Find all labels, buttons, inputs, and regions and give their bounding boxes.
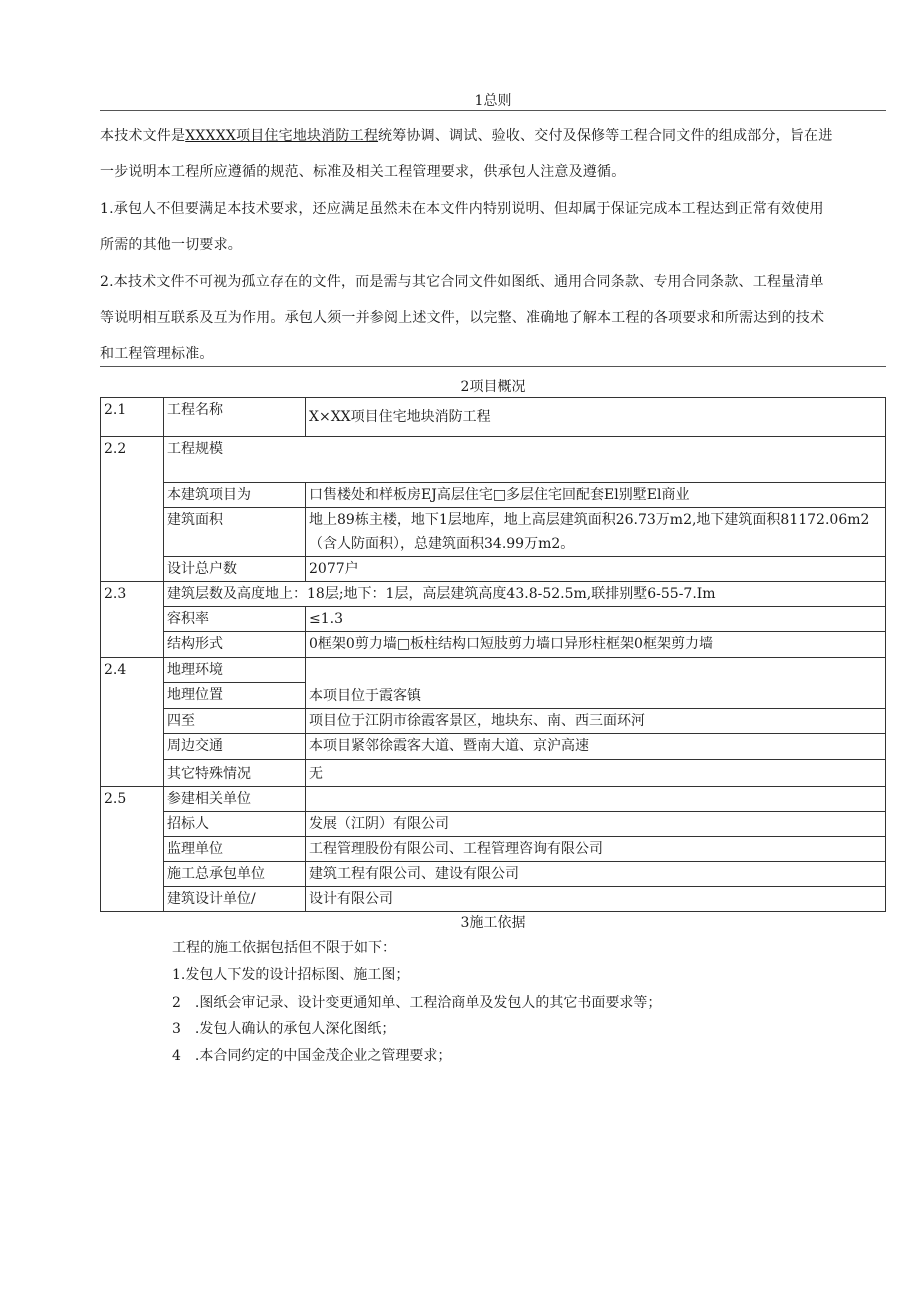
traffic-value: 本项目紧邻徐霞客大道、暨南大道、京沪高速 xyxy=(306,734,886,760)
row-number: 2.2 xyxy=(101,437,164,483)
table-row xyxy=(101,760,886,787)
section-3-title: 3施工依据 xyxy=(460,915,526,931)
basis-item-2 xyxy=(172,992,661,1012)
row-label: 结构形式 xyxy=(164,632,306,658)
row-label: 地理环境 xyxy=(164,658,306,683)
row-label: 建筑设计单位/ xyxy=(164,887,306,912)
row-label: 监理单位 xyxy=(164,837,306,862)
section-1-rule xyxy=(100,110,886,111)
row-label: 施工总承包单位 xyxy=(164,862,306,887)
row-label: 四至 xyxy=(164,709,306,734)
boundaries-value: 项目位于江阴市徐霞客景区，地块东、南、西三面环河 xyxy=(306,709,886,734)
row-label: 设计总户数 xyxy=(164,557,306,582)
basis-item-1: 1.发包人下发的设计招标图、施工图； xyxy=(172,967,410,983)
section-2-title: 2项目概况 xyxy=(460,379,526,395)
row-label: 招标人 xyxy=(164,812,306,837)
basis-item-3-number: 3 xyxy=(172,1021,181,1037)
table-row xyxy=(101,734,886,760)
table-row xyxy=(101,582,886,607)
general-contractor-value: 建筑工程有限公司、建设有限公司 xyxy=(306,862,886,887)
structure-type-value: 0框架0剪力墙□板柱结构口短肢剪力墙口异形柱框架0框架剪力墙 xyxy=(306,632,886,658)
project-name: XXXXX项目住宅地块消防工程 xyxy=(185,128,379,144)
intro-suffix: 统筹协调、调试、验收、交付及保修等工程合同文件的组成部分，旨在进 xyxy=(378,128,833,144)
section-1-item1-line2: 所需的其他一切要求。 xyxy=(100,237,242,253)
building-area-value: 地上89栋主楼，地下1层地库，地上高层建筑面积26.73万m2,地下建筑面积81172.06m2（含人防面积），总建筑面积34.99万m2。 xyxy=(306,508,886,557)
section-1-intro-line1 xyxy=(100,118,886,154)
table-row xyxy=(101,508,886,557)
location-value: 本项目位于霞客镇 xyxy=(306,658,886,709)
row-label: 参建相关单位 xyxy=(164,787,306,812)
section-1-item1-line1: 1.承包人不但要满足本技术要求，还应满足虽然未在本文件内特别说明、但却属于保证完成本工程达到正常有效使用 xyxy=(100,201,824,217)
supervisor-value: 工程管理股份有限公司、工程管理咨询有限公司 xyxy=(306,837,886,862)
row-label: 本建筑项目为 xyxy=(164,483,306,508)
row-label: 工程名称 xyxy=(164,398,306,437)
table-row xyxy=(101,709,886,734)
table-row xyxy=(101,557,886,582)
special-conditions-value: 无 xyxy=(306,760,886,787)
row-label: 地理位置 xyxy=(164,683,306,709)
row-label: 工程规模 xyxy=(164,437,886,483)
section-1-bottom-rule xyxy=(100,366,886,367)
households-value: 2077户 xyxy=(306,557,886,582)
row-number: 2.4 xyxy=(101,658,164,683)
design-unit-value: 设计有限公司 xyxy=(306,887,886,912)
basis-intro: 工程的施工依据包括但不限于如下： xyxy=(172,940,396,956)
row-number: 2.5 xyxy=(101,787,164,812)
table-row xyxy=(101,837,886,862)
intro-prefix: 本技术文件是 xyxy=(100,128,186,144)
basis-item-2-text: .图纸会审记录、设计变更通知单、工程洽商单及发包人的其它书面要求等； xyxy=(194,995,662,1011)
building-type-value: 口售楼处和样板房EJ高层住宅□多层住宅回配套El别墅El商业 xyxy=(306,483,886,508)
section-1-item2-line3: 和工程管理标准。 xyxy=(100,346,214,362)
table-row xyxy=(101,607,886,632)
basis-item-3 xyxy=(172,1018,395,1038)
table-row xyxy=(101,787,886,812)
floors-height-value: 建筑层数及高度地上：18层;地下：1层，高层建筑高度43.8-52.5m,联排别墅6-55-7.Im xyxy=(164,582,886,607)
table-row xyxy=(101,862,886,887)
basis-item-4-number: 4 xyxy=(172,1048,181,1064)
section-1-item2-line1: 2.本技术文件不可视为孤立存在的文件，而是需与其它合同文件如图纸、通用合同条款、专用合同条款、工程量清单 xyxy=(100,274,824,290)
project-name-value: X×XX项目住宅地块消防工程 xyxy=(306,398,886,437)
basis-item-4 xyxy=(172,1045,451,1065)
basis-item-3-text: .发包人确认的承包人深化图纸； xyxy=(194,1021,396,1037)
row-label: 建筑面积 xyxy=(164,508,306,557)
table-row xyxy=(101,658,886,683)
section-1-intro-line2: 一步说明本工程所应遵循的规范、标准及相关工程管理要求，供承包人注意及遵循。 xyxy=(100,164,626,180)
row-number: 2.1 xyxy=(101,398,164,437)
table-row xyxy=(101,812,886,837)
row-label: 其它特殊情况 xyxy=(164,760,306,787)
section-1-title: 1总则 xyxy=(474,93,512,109)
table-row xyxy=(101,632,886,658)
row-number: 2.3 xyxy=(101,582,164,607)
row-label: 周边交通 xyxy=(164,734,306,760)
table-row xyxy=(101,483,886,508)
table-row xyxy=(101,887,886,912)
basis-item-2-number: 2 xyxy=(172,995,181,1011)
basis-item-4-text: .本合同约定的中国金茂企业之管理要求； xyxy=(194,1048,452,1064)
section-1-item2-line2: 等说明相互联系及互为作用。承包人须一并参阅上述文件，以完整、准确地了解本工程的各项要求和所需达到的技术 xyxy=(100,310,825,326)
project-overview-table xyxy=(100,397,886,912)
table-row xyxy=(101,437,886,483)
plot-ratio-value: ≤1.3 xyxy=(306,607,886,632)
row-label: 容积率 xyxy=(164,607,306,632)
tenderer-value: 发展（江阴）有限公司 xyxy=(306,812,886,837)
table-row xyxy=(101,398,886,437)
